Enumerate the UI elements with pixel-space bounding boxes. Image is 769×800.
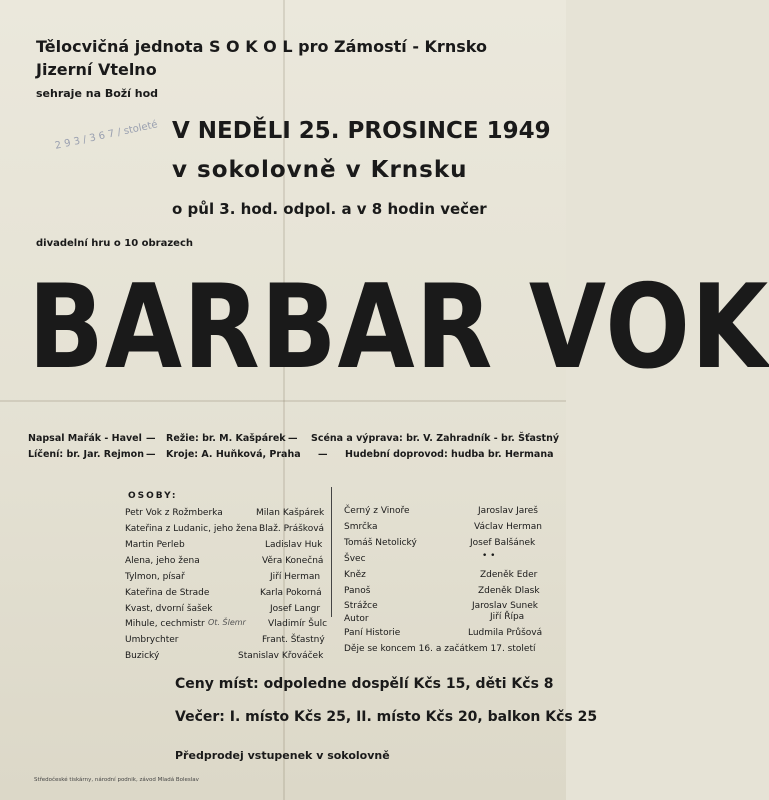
credit-director: Režie: br. M. Kašpárek xyxy=(166,433,286,444)
cast-actor: Stanislav Křováček xyxy=(238,651,324,661)
cast-actor: Milan Kašpárek xyxy=(256,508,325,518)
handwritten-note: Ot. Šlemr xyxy=(208,618,246,627)
credit-separator: — xyxy=(146,449,156,460)
cast-role: Buzický xyxy=(125,651,160,661)
cast-heading: OSOBY: xyxy=(128,491,178,501)
cast-role: Mihule, cechmistr xyxy=(125,619,205,629)
credit-author: Napsal Mařák - Havel xyxy=(28,433,142,444)
cast-role: Černý z Vinoře xyxy=(344,506,410,516)
cast-actor: Václav Herman xyxy=(474,522,542,532)
cast-actor: Jaroslav Sunek xyxy=(472,601,538,611)
setting-note: Děje se koncem 16. a začátkem 17. století xyxy=(344,644,536,654)
play-title: BARBAR VOK xyxy=(28,260,769,395)
cast-actor: Jiří Herman xyxy=(270,572,321,582)
pencil-marks: 2 9 3 / 3 6 7 / stoleté xyxy=(53,119,159,152)
cast-role: Kateřina z Ludanic, jeho žena xyxy=(125,524,258,534)
credit-separator: — xyxy=(288,433,298,444)
cast-actor: Zdeněk Dlask xyxy=(478,586,540,596)
cast-actor: Josef Langr xyxy=(270,604,321,614)
genre-line: divadelní hru o 10 obrazech xyxy=(36,238,194,249)
presale-note: Předprodej vstupenek v sokolovně xyxy=(175,749,390,762)
occasion-line: sehraje na Boží hod xyxy=(36,87,159,100)
credit-separator: — xyxy=(318,449,328,460)
cast-actor: Ludmila Průšová xyxy=(468,628,543,638)
credit-costumes: Kroje: A. Huňková, Praha xyxy=(166,449,301,460)
printer-credit: Středočeské tiskárny, národní podnik, závod Mladá Boleslav xyxy=(34,777,199,783)
event-date: V NEDĚLI 25. PROSINCE 1949 xyxy=(172,118,551,144)
prices-afternoon: Ceny míst: odpoledne dospělí Kčs 15, děti Kčs 8 xyxy=(175,676,554,692)
fold-line-horizontal xyxy=(0,400,566,402)
cast-actor: Josef Balšánek xyxy=(470,538,536,548)
cast-role: Petr Vok z Rožmberka xyxy=(125,508,223,518)
cast-role: Smrčka xyxy=(344,522,378,532)
cast-role: Alena, jeho žena xyxy=(125,556,200,566)
cast-actor: Jiří Řípa xyxy=(490,612,525,622)
cast-actor: Blaž. Prášková xyxy=(259,524,325,534)
cast-role: Kvast, dvorní šašek xyxy=(125,604,213,614)
cast-role: Strážce xyxy=(344,601,378,611)
cast-actor: Věra Konečná xyxy=(262,556,324,566)
cast-actor: Vladimír Šulc xyxy=(268,619,328,629)
cast-role: Kateřina de Strade xyxy=(125,588,210,598)
credit-separator: — xyxy=(146,433,156,444)
event-venue: v sokolovně v Krnsku xyxy=(172,157,468,183)
cast-role: Tylmon, písař xyxy=(125,572,185,582)
cast-divider xyxy=(331,487,332,617)
credit-makeup: Líčení: br. Jar. Rejmon xyxy=(28,449,144,460)
organizer-location: Jizerní Vtelno xyxy=(36,60,157,79)
cast-actor: Jaroslav Jareš xyxy=(478,506,538,516)
event-time: o půl 3. hod. odpol. a v 8 hodin večer xyxy=(172,200,487,218)
cast-role: Tomáš Netolický xyxy=(344,538,417,548)
cast-actor: Zdeněk Eder xyxy=(480,570,538,580)
cast-actor: Ladislav Huk xyxy=(265,540,323,550)
credit-music: Hudební doprovod: hudba br. Hermana xyxy=(345,449,554,460)
prices-evening: Večer: I. místo Kčs 25, II. místo Kčs 20, balkon Kčs 25 xyxy=(175,709,598,725)
cast-role: Paní Historie xyxy=(344,628,401,638)
cast-actor: Karla Pokorná xyxy=(260,588,322,598)
cast-role: Kněz xyxy=(344,570,366,580)
cast-actor: Frant. Šťastný xyxy=(262,635,325,645)
cast-actor: • • xyxy=(482,551,496,561)
cast-role: Autor xyxy=(344,614,369,624)
organizer-line: Tělocvičná jednota S O K O L pro Zámostí - Krnsko xyxy=(36,37,487,56)
cast-role: Švec xyxy=(344,554,366,564)
cast-role: Panoš xyxy=(344,586,371,596)
cast-role: Martin Perleb xyxy=(125,540,185,550)
credit-scenery: Scéna a výprava: br. V. Zahradník - br. Šťastný xyxy=(311,433,560,444)
cast-role: Umbrychter xyxy=(125,635,179,645)
